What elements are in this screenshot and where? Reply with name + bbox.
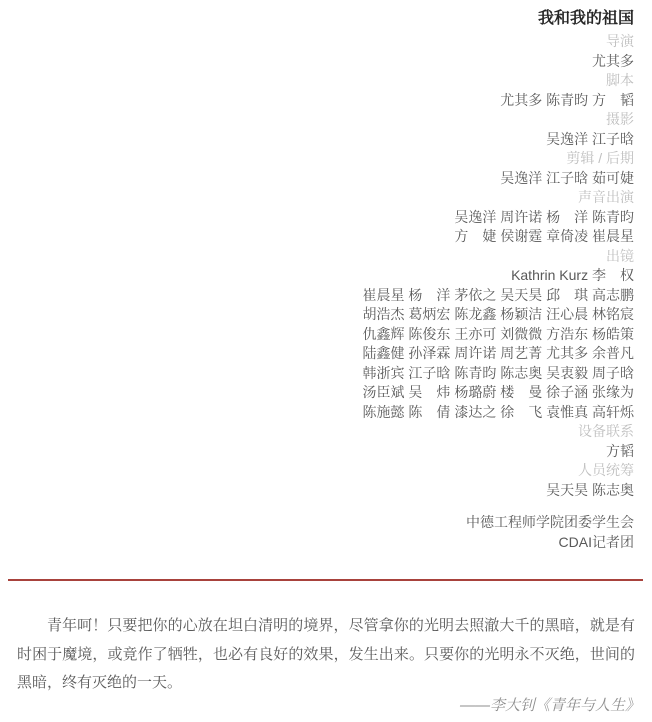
organization-line-1: 中德工程师学院团委学生会 <box>466 514 634 530</box>
organization-line-2: CDAI记者团 <box>558 533 634 550</box>
quote-paragraph: 青年呵！只要把你的心放在坦白清明的境界，尽管拿你的光明去照澈大千的黑暗，就是有时困于魔境，或竟作了牺牲，也必有良好的效果，发生出来。只要你的光明永不灭绝，世间的黑暗，终有灭绝的一天。 <box>17 617 635 691</box>
credit-names: 崔晨星 杨 洋 茅依之 吴天昊 邱 琪 高志鹏 <box>362 286 634 303</box>
credit-role-label: 导演 <box>606 33 634 49</box>
credit-names: 韩浙宾 江子晗 陈青昀 陈志奥 吴衷毅 周子晗 <box>362 364 634 381</box>
credit-names: 吴逸洋 江子晗 茹可婕 <box>500 169 634 186</box>
credits-block <box>363 6 634 552</box>
credit-role-label: 脚本 <box>606 72 634 88</box>
film-title: 我和我的祖国 <box>537 10 634 27</box>
credit-names: 陆鑫健 孙泽霖 周许诺 周艺菁 尤其多 余普凡 <box>362 345 634 361</box>
credit-names: 陈施懿 陈 倩 漆达之 徐 飞 袁惟真 高轩烁 <box>362 403 634 420</box>
credit-names: 胡浩杰 葛炳宏 陈龙鑫 杨颖洁 汪心晨 林铭宸 <box>362 306 634 322</box>
credit-names: 尤其多 陈青昀 方 韬 <box>500 91 634 108</box>
credit-names: 方韬 <box>606 442 634 459</box>
credit-role-label: 声音出演 <box>578 189 634 205</box>
credit-names: Kathrin Kurz 李 权 <box>511 267 634 283</box>
credits-footer-gap <box>363 500 634 513</box>
red-divider <box>8 579 643 581</box>
credit-role-label: 剪辑 / 后期 <box>566 150 634 166</box>
credit-names: 汤臣斌 吴 炜 杨璐蔚 楼 曼 徐子涵 张缘为 <box>362 384 634 400</box>
credit-names: 吴天昊 陈志奥 <box>546 481 634 498</box>
credit-role-label: 设备联系 <box>578 423 634 439</box>
credit-lines <box>363 32 634 500</box>
credit-role-label: 出镜 <box>606 247 634 264</box>
credit-names: 吴逸洋 周许诺 杨 洋 陈青昀 <box>454 208 634 225</box>
credit-names: 尤其多 <box>592 52 634 69</box>
quote-attribution: ——李大钊《青年与人生》 <box>459 697 640 714</box>
credit-role-label: 摄影 <box>606 111 634 127</box>
credit-role-label: 人员统筹 <box>578 462 634 478</box>
credit-names: 仇鑫辉 陈俊东 王亦可 刘微微 方浩东 杨皓策 <box>362 325 634 342</box>
credit-names: 吴逸洋 江子晗 <box>546 130 634 147</box>
credit-names: 方 婕 侯谢霆 章倚凌 崔晨星 <box>454 228 634 244</box>
